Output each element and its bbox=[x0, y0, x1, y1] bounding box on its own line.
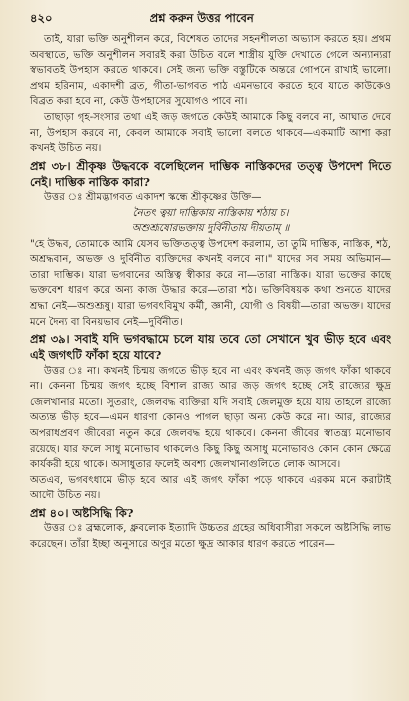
page-body bbox=[30, 32, 391, 552]
answer-38-intro: উত্তর ঃ শ্রীমদ্ভাগবত একাদশ স্কন্ধে শ্রীকৃষ্ণের উক্তি— bbox=[44, 192, 262, 204]
answer-39-text: উত্তর ঃ না। কখনই চিন্ময় জগতে ভীড় হবে না এবং কখনই জড় জগৎ ফাঁকা থাকবে না। কেননা চিন্ময় জগৎ হচ্ছে বিশাল রাজ্য আর জড় জগৎ হচ্ছে সেই রাজ্যের ক্ষুদ্র জেলখানার মতো। সুতরাং, জেলবদ্ধ ব্যক্তিরা যদি সবাই জেলমুক্ত হয়ে যায় তাহলে রাজ্যে অত্যন্ত ভীড় হবে—এমন ধারণা কোনও পাগল ছাড়া অন্য কেউ করে না। আর, রাজ্যের অপরাধপ্রবণ জীবেরা নতুন করে জেলবদ্ধ হয়ে থাকবে। কেননা জীবের স্বাতন্ত্র্য মনোভাব রয়েছে। যার ফলে সাধু মনোভাব থাকলেও কিছু কিছু অসাধু মনোভাবও কোন কোন ক্ষেত্রে কার্যকরী হয়ে থাকে। অসাধুতার ফলেই অবশ্য জেলখানাগুলিতে লোক আসবে। bbox=[30, 365, 391, 471]
question-39: প্রশ্ন ৩৯। সবাই যদি ভগবদ্ধামে চলে যায় তবে তো সেখানে খুব ভীড় হবে এবং এই জগৎটি ফাঁকা হয়ে যাবে? bbox=[30, 332, 391, 363]
verse-line-1: নৈতৎ ত্বয়া দাম্ভিকায় নাস্তিকায় শঠায় চ। bbox=[132, 207, 289, 219]
verse-line-2: অশুশ্রূষোরভক্তায় দুর্বিনীতায় দীয়তাম্ ॥ bbox=[131, 223, 290, 235]
paragraph: তাছাড়া গৃহ-সংসার তথা এই জড় জগতে কেউই আমাকে কিছু বলবে না, আঘাত দেবে না, উপহাস করবে না, কেবল আমাকে সবাই ভালো বলতে থাকবে—একমাটি আশা করা কখনই উচিত নয়। bbox=[30, 111, 391, 155]
answer-40-text: উত্তর ঃ ব্রহ্মলোক, ধ্রুবলোক ইত্যাদি উচ্চতর গ্রহের অধিবাসীরা সকলে অষ্টসিদ্ধি লাভ করেছেন। তাঁরা ইচ্ছা অনুসারে অণুর মতো ক্ষুদ্র আকার ধারণ করতে পারেন— bbox=[30, 523, 391, 550]
page-header bbox=[30, 10, 391, 32]
running-title: প্রশ্ন করুন উত্তর পাবেন bbox=[149, 11, 254, 25]
question-38: প্রশ্ন ৩৮। শ্রীকৃষ্ণ উদ্ধবকে বলেছিলেন দাম্ভিক নাস্তিকদের তত্ত্ব উপদেশ দিতে নেই। দাম্ভিক নাস্তিক কারা? bbox=[30, 158, 391, 189]
paragraph: তাই, যারা ভক্তি অনুশীলন করে, বিশেষত তাদের সহনশীলতা অভ্যাস করতে হয়। প্রথম অবস্থাতে, ভক্তি অনুশীলন সবারই করা উচিত বলে শাস্ত্রীয় যুক্তি দেখাতে গেলে অন্যান্যরা স্বভাবতই উপহাস করতে থাকবে। সেই জন্য ভক্তি বস্তুটিকে অন্তরে গোপনে রাখাই ভালো। প্রথম হরিনাম, একাদশী ব্রত, গীতা-ভাগবত পাঠ এমনভাবে করতে হবে যাতে কাউকেও বিব্রত করা হবে না, কেউ উপহাসের সুযোগও পাবে না। bbox=[30, 34, 391, 108]
paragraph: অতএব, ভগবৎধামে ভীড় হবে আর এই জগৎ ফাঁকা পড়ে থাকবে এরকম মনে করাটাই আদৌ উচিত নয়। bbox=[30, 474, 391, 502]
answer-38-text: "হে উদ্ধব, তোমাকে আমি যেসব ভক্তিতত্ত্ব উপদেশ করলাম, তা তুমি দাম্ভিক, নাস্তিক, শঠ, অশ্রদ্ধবান, অভক্ত ও দুর্বিনীত ব্যক্তিদের কখনই বলবে না।" যাদের সব সময় অভিমান—তারা দাম্ভিক। যারা ভগবানের অস্তিত্ব স্বীকার করে না—তারা নাস্তিক। যারা ভক্তের কাছে ভক্তবেশ ধারণ করে অন্য কাজ উদ্ধার করে—তারা শঠ। ভক্তিবিষয়ক কথা শুনতে যাদের শ্রদ্ধা নেই—অশুশ্রূষু। যারা ভগবৎবিমুখ কর্মী, জ্ঞানী, যোগী ও বিষয়ী—তারা অভক্ত। যাদের মনে দৈন্য বা বিনয়ভাব নেই—দুর্বিনীত। bbox=[30, 238, 392, 328]
page-number: ৪২০ bbox=[30, 11, 53, 25]
question-40: প্রশ্ন ৪০। অষ্টসিদ্ধি কি? bbox=[30, 505, 134, 520]
